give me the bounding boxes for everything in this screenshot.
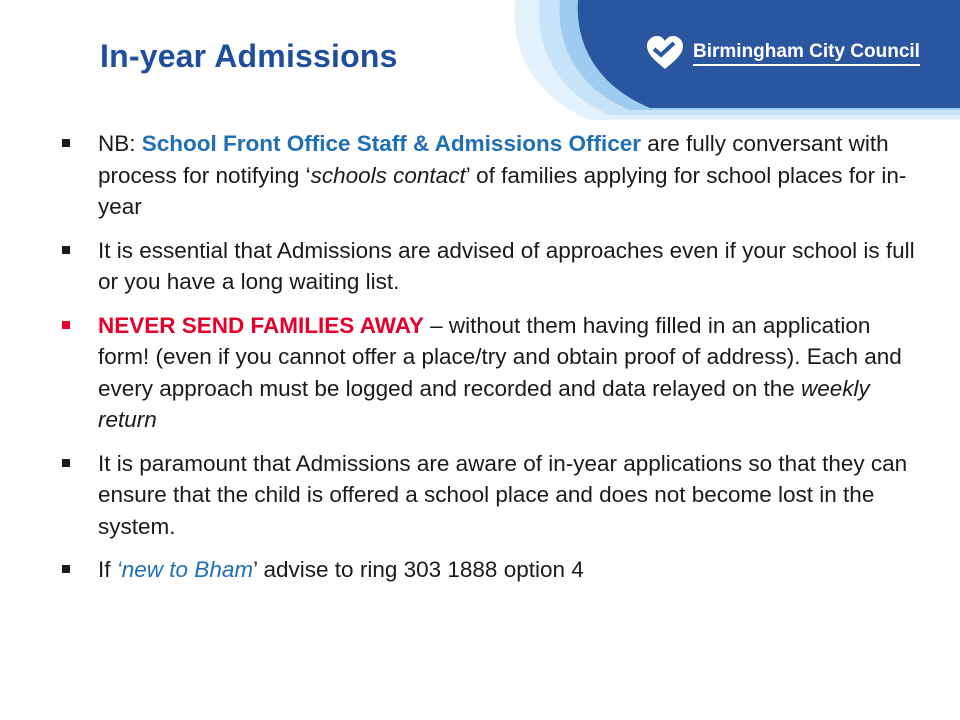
slide-title: In-year Admissions <box>100 38 398 74</box>
bullet-square-red-icon <box>62 321 70 329</box>
new-to-bham-italic: new to Bham <box>121 557 254 582</box>
heart-logo-icon <box>645 35 685 71</box>
bullet-paramount <box>60 448 920 543</box>
bullet-prefix: If <box>98 557 117 582</box>
council-logo <box>645 33 920 73</box>
bullet-text: ’ of families applying for school places for in-year <box>98 162 907 219</box>
bullet-new-to-bham <box>60 554 920 586</box>
bullet-list <box>60 128 920 598</box>
logo-text: Birmingham City Council <box>693 41 920 66</box>
quote-close: ’ <box>253 557 258 582</box>
schools-contact-italic: schools contact <box>310 162 466 188</box>
bullet-text: – without them having filled in an application form! (even if you cannot offer a place/try and obtain proof of address). Each and every approach must be logged and recorded and data relayed on the <box>98 312 902 401</box>
never-send-highlight: NEVER SEND FAMILIES AWAY <box>98 312 424 338</box>
bullet-text: are fully conversant with process for notifying ‘ <box>98 131 889 188</box>
bullet-prefix: NB: <box>98 131 142 156</box>
bullet-text: option 4 <box>497 557 584 582</box>
bullet-square-icon <box>62 246 70 254</box>
bullet-text: advise to ring <box>257 557 404 582</box>
bullet-square-icon <box>62 139 70 147</box>
phone-number: 303 1888 <box>403 557 498 582</box>
bullet-text: It is essential that Admissions are advised of approaches even if your school is full or you have a long waiting list. <box>98 237 915 294</box>
bullet-text: It is paramount that Admissions are aware of in-year applications so that they can ensure that the child is offered a school place and does not become lost in the system. <box>98 450 908 539</box>
weekly-return-italic: weekly return <box>98 375 870 432</box>
bullet-square-icon <box>62 565 70 573</box>
bullet-never-send <box>60 310 920 436</box>
bullet-essential <box>60 235 920 298</box>
bullet-nb <box>60 128 920 223</box>
quote-open: ‘ <box>116 557 122 582</box>
staff-highlight: School Front Office Staff & Admissions Officer <box>141 131 641 156</box>
bullet-square-icon <box>62 459 70 467</box>
